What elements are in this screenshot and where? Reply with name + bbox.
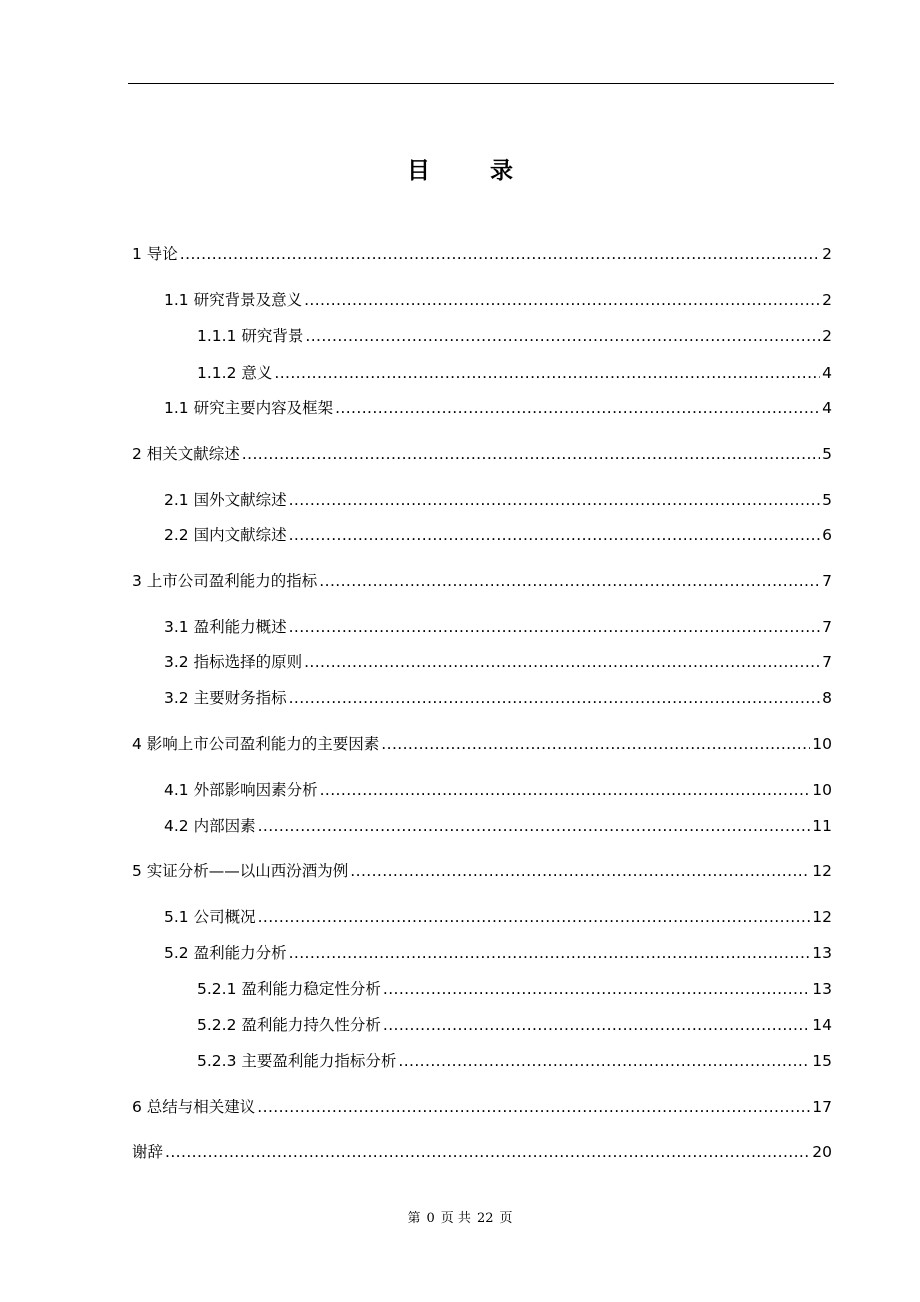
toc-entry-page: 10 [812, 735, 832, 753]
toc-entry[interactable] [164, 814, 832, 838]
toc-entry[interactable] [197, 1013, 832, 1037]
toc-entry-page: 14 [812, 1016, 832, 1034]
toc-entry[interactable] [132, 442, 832, 466]
toc-leader [257, 1095, 810, 1119]
page-footer [0, 1207, 920, 1226]
toc-entry[interactable] [132, 1095, 832, 1119]
toc-entry-page: 17 [812, 1098, 832, 1116]
toc-entry[interactable] [164, 905, 832, 929]
toc-entry-label: 2.1 国外文献综述 [164, 491, 287, 509]
toc-entry-label: 5.2.1 盈利能力稳定性分析 [197, 980, 381, 998]
toc-leader [383, 977, 810, 1001]
footer-current-page: 0 [426, 1211, 435, 1226]
toc-entry-label: 3.2 主要财务指标 [164, 689, 287, 707]
toc-leader [383, 1013, 810, 1037]
toc-entry-page: 13 [812, 980, 832, 998]
footer-suffix: 页 [499, 1211, 513, 1226]
toc-entry[interactable] [132, 242, 832, 266]
toc-leader [398, 1049, 810, 1073]
toc-entry-page: 2 [822, 291, 832, 309]
toc-leader [320, 778, 811, 802]
toc-entry-page: 15 [812, 1052, 832, 1070]
toc-entry-page: 5 [822, 491, 832, 509]
toc-leader [305, 324, 820, 348]
toc-entry-page: 11 [812, 817, 832, 835]
toc-entry-page: 8 [822, 689, 832, 707]
toc-entry-page: 2 [822, 327, 832, 345]
toc-entry-page: 6 [822, 526, 832, 544]
toc-entry[interactable] [164, 523, 832, 547]
toc-entry-page: 2 [822, 245, 832, 263]
toc-leader [180, 242, 820, 266]
toc-entry-page: 4 [822, 364, 832, 382]
toc-leader [304, 288, 820, 312]
toc-entry-label: 3 上市公司盈利能力的指标 [132, 572, 318, 590]
toc-entry-label: 3.2 指标选择的原则 [164, 653, 303, 671]
toc-entry-label: 谢辞 [132, 1143, 164, 1161]
toc-entry[interactable] [132, 732, 832, 756]
toc-entry-label: 1.1.2 意义 [197, 364, 273, 382]
toc-entry[interactable] [197, 1049, 832, 1073]
toc-entry-page: 12 [812, 862, 832, 880]
toc-entry[interactable] [164, 615, 832, 639]
toc-entry-label: 2.2 国内文献综述 [164, 526, 287, 544]
toc-entry[interactable] [164, 488, 832, 512]
toc-entry-label: 4.1 外部影响因素分析 [164, 781, 318, 799]
toc-entry[interactable] [164, 941, 832, 965]
toc-entry-page: 7 [822, 653, 832, 671]
toc-entry-label: 3.1 盈利能力概述 [164, 618, 287, 636]
toc-entry-label: 5.1 公司概况 [164, 908, 256, 926]
footer-prefix: 第 [407, 1211, 421, 1226]
footer-total-pages: 22 [476, 1211, 494, 1226]
toc-entry-label: 4.2 内部因素 [164, 817, 256, 835]
toc-entry-page: 13 [812, 944, 832, 962]
toc-entry[interactable] [132, 859, 832, 883]
toc-entry-page: 5 [822, 445, 832, 463]
toc-entry-page: 7 [822, 572, 832, 590]
toc-leader [165, 1140, 810, 1164]
toc-entry-label: 2 相关文献综述 [132, 445, 240, 463]
toc-entry-page: 7 [822, 618, 832, 636]
toc-entry-label: 1.1 研究主要内容及框架 [164, 399, 334, 417]
toc-leader [289, 941, 811, 965]
toc-entry[interactable] [132, 1140, 832, 1164]
footer-middle: 页 共 [440, 1211, 471, 1226]
toc-entry-label: 1.1 研究背景及意义 [164, 291, 303, 309]
toc-entry[interactable] [132, 569, 832, 593]
toc-entry-label: 6 总结与相关建议 [132, 1098, 256, 1116]
toc-entry-label: 1.1.1 研究背景 [197, 327, 304, 345]
toc-leader [289, 488, 821, 512]
toc-entry-label: 4 影响上市公司盈利能力的主要因素 [132, 735, 380, 753]
toc-entry[interactable] [164, 686, 832, 710]
toc-leader [274, 361, 820, 385]
toc-leader [319, 569, 820, 593]
toc-entry-label: 5.2 盈利能力分析 [164, 944, 287, 962]
toc-leader [335, 396, 820, 420]
toc-leader [258, 814, 811, 838]
toc-leader [350, 859, 810, 883]
toc-entry-page: 4 [822, 399, 832, 417]
toc-leader [258, 905, 811, 929]
toc-entry[interactable] [164, 396, 832, 420]
toc-entry[interactable] [197, 361, 832, 385]
toc-entry-label: 5.2.2 盈利能力持久性分析 [197, 1016, 381, 1034]
toc-leader [242, 442, 820, 466]
toc-entry[interactable] [164, 288, 832, 312]
toc-leader [289, 615, 821, 639]
toc-entry[interactable] [197, 324, 832, 348]
toc-entry[interactable] [197, 977, 832, 1001]
toc-leader [381, 732, 810, 756]
toc-leader [304, 650, 820, 674]
toc-leader [289, 523, 821, 547]
toc-title: 目 录 [406, 158, 539, 184]
toc-entry[interactable] [164, 650, 832, 674]
toc-entry-label: 5.2.3 主要盈利能力指标分析 [197, 1052, 397, 1070]
toc-entry-label: 5 实证分析——以山西汾酒为例 [132, 862, 349, 880]
toc-entry-page: 20 [812, 1143, 832, 1161]
toc-entry-label: 1 导论 [132, 245, 178, 263]
toc-entry-page: 12 [812, 908, 832, 926]
toc-leader [289, 686, 821, 710]
toc-entry-page: 10 [812, 781, 832, 799]
toc-entry[interactable] [164, 778, 832, 802]
